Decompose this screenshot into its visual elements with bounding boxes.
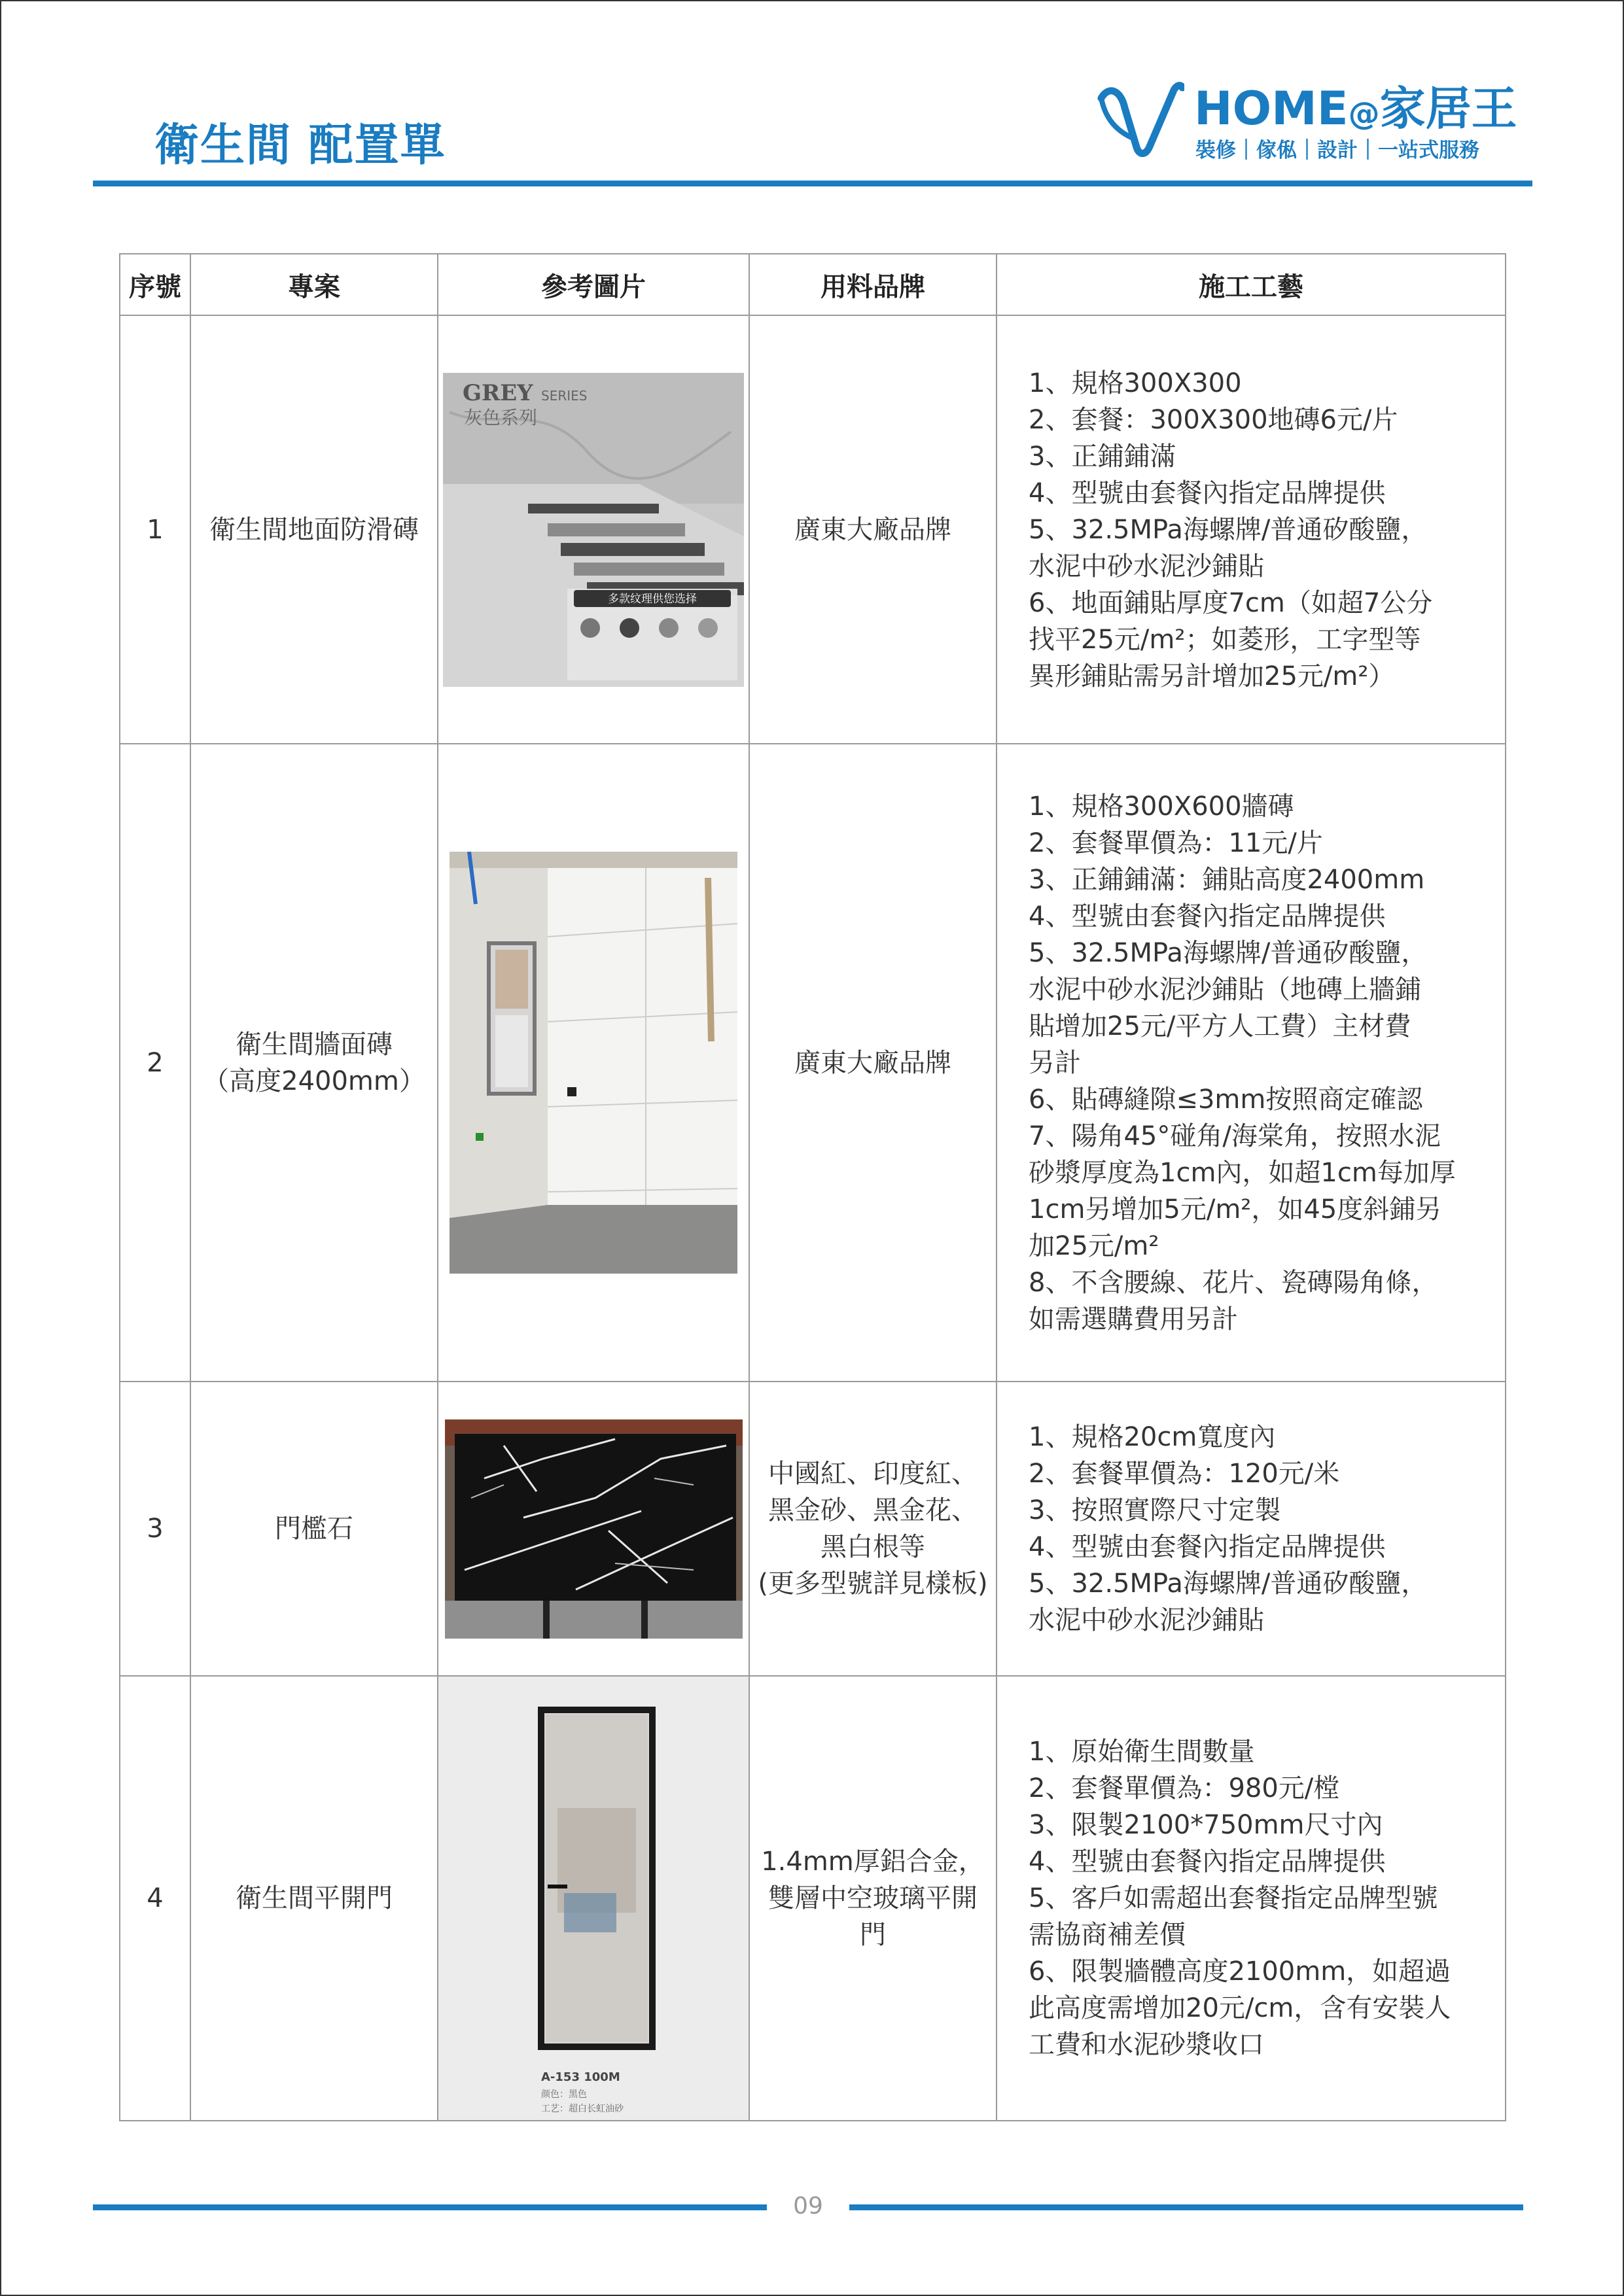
header-brand: 用料品牌: [749, 254, 997, 315]
logo-at-text: @: [1348, 96, 1380, 132]
row-image: [438, 315, 749, 744]
logo-brand-text: 家居王: [1379, 82, 1517, 135]
row-brand: 廣東大廠品牌: [749, 315, 997, 744]
work-line: 6、貼磚縫隙≤3mm按照商定確認: [1029, 1084, 1423, 1115]
work-line: 1、規格300X300: [1029, 368, 1242, 398]
work-line: 3、正鋪鋪滿：鋪貼高度2400mm: [1029, 864, 1425, 895]
brand-logo: [1096, 72, 1534, 170]
header-rule: [93, 181, 1532, 186]
work-line: 4、型號由套餐內指定品牌提供: [1029, 901, 1386, 931]
footer-rule-right: [849, 2204, 1523, 2210]
work-line: 如需選購費用另計: [1029, 1304, 1238, 1334]
floor-tile-image: [443, 373, 744, 687]
row-item: 衛生間平開門: [190, 1676, 438, 2121]
door-craft-label: 工艺：超白长虹油砂: [541, 2104, 624, 2114]
work-line: 4、型號由套餐內指定品牌提供: [1029, 1532, 1386, 1562]
logo-v-mark-icon: [1096, 78, 1184, 157]
work-line: 5、32.5MPa海螺牌/普通矽酸鹽，: [1029, 514, 1428, 545]
work-line: 2、套餐：300X300地磚6元/片: [1029, 404, 1398, 435]
row-number: 1: [120, 315, 190, 744]
work-line: 工費和水泥砂漿收口: [1029, 2030, 1264, 2060]
work-line: 水泥中砂水泥沙鋪貼（地磚上牆鋪: [1029, 974, 1421, 1005]
door-color-label: 颜色：黑色: [541, 2089, 587, 2100]
work-line: 7、陽角45°碰角/海棠角，按照水泥: [1029, 1121, 1441, 1151]
work-line: 2、套餐單價為：980元/樘: [1029, 1773, 1340, 1803]
work-line: 4、型號由套餐內指定品牌提供: [1029, 478, 1386, 508]
work-line: 水泥中砂水泥沙鋪貼: [1029, 551, 1264, 582]
row-brand: 1.4mm厚鋁合金， 雙層中空玻璃平開 門: [749, 1676, 997, 2121]
row-item: 衛生間地面防滑磚: [190, 315, 438, 744]
work-line: 3、按照實際尺寸定製: [1029, 1495, 1281, 1525]
work-line: 1、原始衛生間數量: [1029, 1737, 1255, 1767]
row-brand: 中國紅、印度紅、 黑金砂、黑金花、 黑白根等 (更多型號詳見樣板): [749, 1382, 997, 1676]
work-line: 1、規格20cm寬度內: [1029, 1422, 1276, 1452]
work-line: 需協商補差價: [1029, 1920, 1186, 1950]
header-image: 參考圖片: [438, 254, 749, 315]
work-line: 此高度需增加20元/cm，含有安裝人: [1029, 1993, 1451, 2023]
work-line: 找平25元/m²；如菱形，工字型等: [1029, 624, 1421, 655]
table-row: [120, 1382, 1506, 1676]
table-header-row: [120, 254, 1506, 315]
work-line: 3、限製2100*750mm尺寸內: [1029, 1810, 1383, 1840]
wall-tile-image: [450, 852, 737, 1274]
tile-series-title: GREY: [463, 379, 533, 406]
tile-series-label: SERIES: [541, 387, 588, 404]
row-number: 2: [120, 744, 190, 1382]
header-item: 專案: [190, 254, 438, 315]
work-line: 4、型號由套餐內指定品牌提供: [1029, 1847, 1386, 1877]
row-item: 衛生間牆面磚 （高度2400mm）: [190, 744, 438, 1382]
work-line: 1cm另增加5元/m²，如45度斜鋪另: [1029, 1194, 1442, 1225]
tile-badge-text: 多款纹理供您选择: [608, 592, 697, 606]
work-line: 5、32.5MPa海螺牌/普通矽酸鹽，: [1029, 1569, 1428, 1599]
work-line: 砂漿厚度為1cm內，如超1cm每加厚: [1029, 1157, 1456, 1188]
work-line: 3、正鋪鋪滿: [1029, 441, 1176, 472]
door-model-label: A-153 100M: [541, 2070, 620, 2084]
page-number: 09: [793, 2193, 823, 2219]
work-line: 異形鋪貼需另計增加25元/m²）: [1029, 661, 1395, 691]
work-line: 2、套餐單價為：120元/米: [1029, 1459, 1340, 1489]
tile-series-cn: 灰色系列: [464, 406, 538, 428]
row-image: [438, 1676, 749, 2121]
work-line: 5、32.5MPa海螺牌/普通矽酸鹽，: [1029, 937, 1428, 968]
logo-wordmark: [1194, 72, 1517, 138]
work-line: 加25元/m²: [1029, 1230, 1159, 1261]
work-line: 5、客戶如需超出套餐指定品牌型號: [1029, 1883, 1438, 1913]
row-work: [997, 1382, 1506, 1676]
row-item: 門檻石: [190, 1382, 438, 1676]
work-line: 8、不含腰線、花片、瓷磚陽角條，: [1029, 1267, 1438, 1298]
header-work: 施工工藝: [997, 254, 1506, 315]
table-row: [120, 744, 1506, 1382]
work-line: 6、限製牆體高度2100mm，如超過: [1029, 1957, 1451, 1987]
logo-home-text: HOME: [1194, 82, 1349, 135]
row-number: 4: [120, 1676, 190, 2121]
work-line: 1、規格300X600牆磚: [1029, 791, 1294, 822]
work-line: 6、地面鋪貼厚度7cm（如超7公分: [1029, 587, 1433, 618]
work-line: 另計: [1029, 1047, 1081, 1078]
row-work: [997, 744, 1506, 1382]
work-line: 水泥中砂水泥沙鋪貼: [1029, 1605, 1264, 1635]
work-line: 貼增加25元/平方人工費）主材費: [1029, 1011, 1411, 1041]
bathroom-door-image: [440, 1677, 747, 2119]
footer-rule-left: [93, 2204, 767, 2210]
row-image: [438, 1382, 749, 1676]
page-title: 衛生間 配置單: [154, 120, 446, 171]
work-line: 2、套餐單價為：11元/片: [1029, 827, 1323, 858]
table-row: [120, 315, 1506, 744]
row-number: 3: [120, 1382, 190, 1676]
config-table: [119, 253, 1506, 2121]
row-work: [997, 315, 1506, 744]
header-no: 序號: [120, 254, 190, 315]
logo-tagline: 裝修｜傢俬｜設計｜一站式服務: [1195, 139, 1479, 162]
row-work: [997, 1676, 1506, 2121]
table-row: [120, 1676, 1506, 2121]
threshold-stone-image: [445, 1419, 743, 1639]
row-image: [438, 744, 749, 1382]
row-brand: 廣東大廠品牌: [749, 744, 997, 1382]
